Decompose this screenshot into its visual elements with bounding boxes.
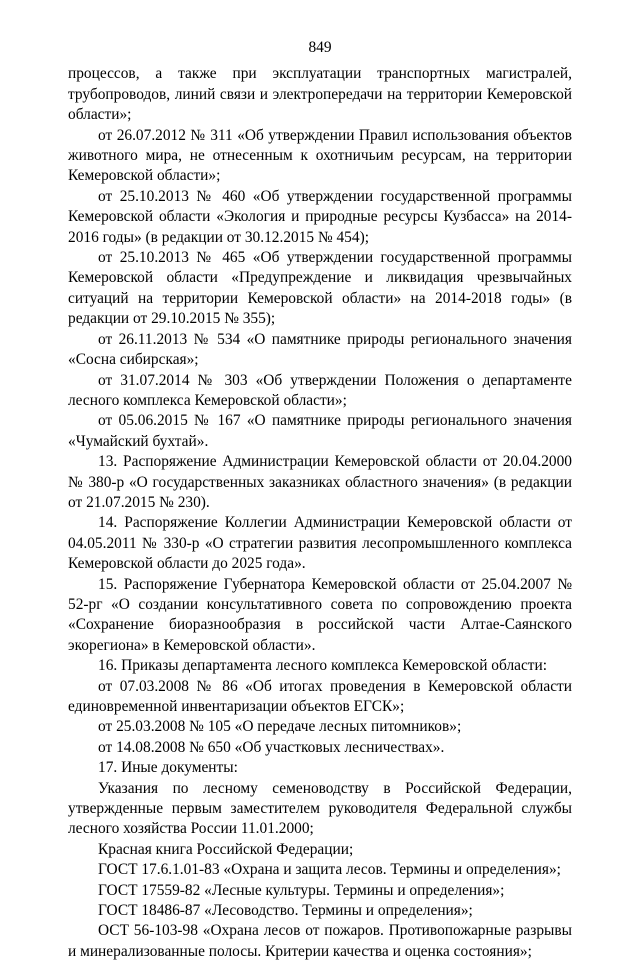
paragraph: от 25.10.2013 № 465 «Об утверждении государственной программы Кемеровской области «Предупреждение и ликвидация чрезвычайных ситуаций на территории Кемеровской области» на 2014-2018 годы» (в редакции от 29.10.2015 № 355); (68, 249, 572, 328)
page-number: 849 (308, 39, 332, 56)
paragraph: от 26.11.2013 № 534 «О памятнике природы регионального значения «Сосна сибирская»; (68, 330, 572, 369)
paragraph: процессов, а также при эксплуатации транспортных магистралей, трубопроводов, линий связи и электропередачи на территории Кемеровской области»; (68, 65, 572, 124)
paragraph: от 26.07.2012 № 311 «Об утверждении Правил использования объектов животного мира, не отнесенным к охотничьим ресурсам, на территории Кемеровской области»; (68, 126, 572, 185)
paragraph: 15. Распоряжение Губернатора Кемеровской области от 25.04.2007 № 52-рг «О создании консультативного совета по сопровождению проекта «Сохранение биоразнообразия в российской части Алтае-Саянского экорегиона» в Кемеровской области». (68, 575, 572, 654)
paragraph: ГОСТ 18486-87 «Лесоводство. Термины и определения»; (98, 902, 473, 920)
paragraph: от 05.06.2015 № 167 «О памятнике природы регионального значения «Чумайский бухтай». (68, 412, 572, 450)
paragraph: 16. Приказы департамента лесного комплекса Кемеровской области: (98, 657, 548, 675)
paragraph: Указания по лесному семеноводству в Российской Федерации, утвержденные первым заместителем руководителя Федеральной службы лесного хозяйства России 11.01.2000; (68, 779, 572, 838)
document-body (68, 64, 572, 962)
paragraph: 14. Распоряжение Коллегии Администрации Кемеровской области от 04.05.2011 № 330-р «О стратегии развития лесопромышленного комплекса Кемеровской области до 2025 года». (68, 514, 572, 573)
paragraph: от 25.10.2013 № 460 «Об утверждении государственной программы Кемеровской области «Экология и природные ресурсы Кузбасса» на 2014-2016 годы» (в редакции от 30.12.2015 № 454); (68, 187, 572, 246)
paragraph: Красная книга Российской Федерации; (98, 840, 354, 858)
paragraph: от 31.07.2014 № 303 «Об утверждении Положения о департаменте лесного комплекса Кемеровской области»; (68, 371, 572, 409)
paragraph: от 07.03.2008 № 86 «Об итогах проведения в Кемеровской области единовременной инвентаризации объектов ЕГСК»; (68, 677, 572, 715)
paragraph: ОСТ 56-103-98 «Охрана лесов от пожаров. Противопожарные разрывы и минерализованные полосы. Критерии качества и оценка состояния»; (68, 922, 572, 960)
paragraph: ГОСТ 17559-82 «Лесные культуры. Термины и определения»; (98, 881, 505, 899)
paragraph: 17. Иные документы: (98, 759, 238, 777)
paragraph: от 25.03.2008 № 105 «О передаче лесных питомников»; (98, 718, 462, 736)
paragraph: 13. Распоряжение Администрации Кемеровской области от 20.04.2000 № 380-р «О государственных заказниках областного значения» (в редакции от 21.07.2015 № 230). (68, 453, 572, 511)
paragraph: ГОСТ 17.6.1.01-83 «Охрана и защита лесов. Термины и определения»; (98, 861, 561, 879)
paragraph: от 14.08.2008 № 650 «Об участковых лесничествах». (98, 738, 445, 756)
